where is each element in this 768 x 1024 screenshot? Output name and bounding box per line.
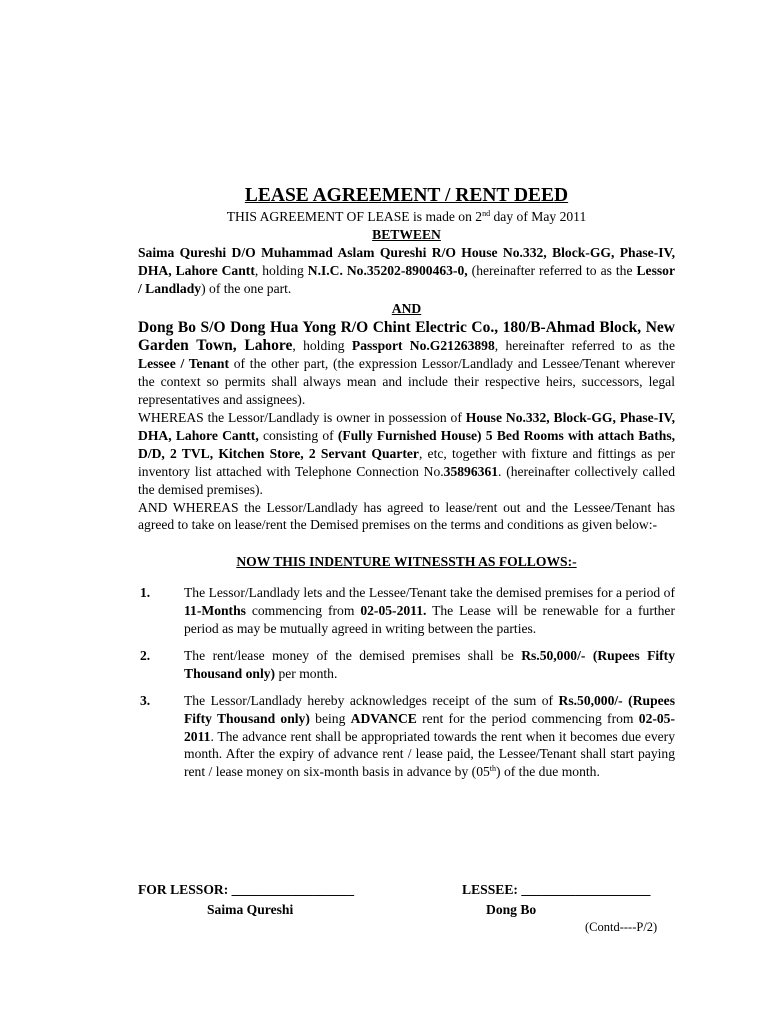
clause-text: The rent/lease money of the demised premises shall be xyxy=(184,647,522,663)
clause-text: The Lessor/Landlady hereby acknowledges receipt of the sum of xyxy=(184,692,559,708)
clause-number: 1. xyxy=(140,585,151,601)
clause-text: The Lease will be renewable for a further period as may be mutually agreed in writing between the parties. xyxy=(184,603,675,637)
document-body xyxy=(138,184,675,790)
lessor-ref-suffix: ) of the one part. xyxy=(201,280,292,296)
agreement-date-line xyxy=(138,208,675,226)
advance-label: ADVANCE xyxy=(350,710,417,726)
lessee-signature-line: LESSEE: ___________________ xyxy=(462,882,651,897)
lessee-name-address: Dong Bo S/O Dong Hua Yong R/O Chint Electric Co., 180/B-Ahmad Block, New Garden Town, Lahore xyxy=(138,319,675,355)
clause-1 xyxy=(138,584,675,638)
clause-text: rent for the period commencing from xyxy=(416,710,639,726)
lessee-ref-suffix: of the other part, (the expression Lessor/Landlady and Lessee/Tenant wherever the context so permits shall always mean and include their respective heirs, successors, legal representatives and assignees). xyxy=(138,356,676,408)
whereas-premises-paragraph xyxy=(138,409,675,499)
date-prefix: THIS AGREEMENT OF LEASE is made on 2 xyxy=(226,209,483,224)
lessor-nic: N.I.C. No.35202-8900463-0, xyxy=(307,262,468,278)
clause-text: per month. xyxy=(275,665,338,681)
lessee-holding-text: , holding xyxy=(292,338,352,354)
advance-amount: Rs.50,000/- (Rupees Fifty Thousand only) xyxy=(184,692,675,726)
witness-heading: NOW THIS INDENTURE WITNESSTH AS FOLLOWS:- xyxy=(236,554,577,570)
lessee-ref-prefix: , hereinafter referred to as the xyxy=(494,338,676,354)
lessee-paragraph xyxy=(138,319,675,409)
lease-period: 11-Months xyxy=(184,603,246,619)
lessor-paragraph xyxy=(138,244,675,298)
document-title: LEASE AGREEMENT / RENT DEED xyxy=(244,185,569,206)
lessor-holding-text: , holding xyxy=(254,262,308,278)
clause-2 xyxy=(138,647,675,683)
between-heading: BETWEEN xyxy=(372,226,441,242)
date-ordinal: nd xyxy=(482,209,491,218)
and-heading: AND xyxy=(391,300,422,316)
lessee-passport: Passport No.G21263898 xyxy=(351,338,495,354)
telephone-number: 35896361 xyxy=(443,463,499,479)
premises-address: House No.332, Block-GG, Phase-IV, DHA, Lahore Cantt, xyxy=(138,409,675,443)
lessee-signature-name: Dong Bo xyxy=(486,902,537,917)
whereas-text-4: . (hereinafter collectively called the demised premises). xyxy=(138,463,675,497)
lessor-name-address: Saima Qureshi D/O Muhammad Aslam Qureshi R/O House No.332, Block-GG, Phase-IV, DHA, Lahore Cantt xyxy=(138,244,675,278)
whereas-text-1: WHEREAS the Lessor/Landlady is owner in possession of xyxy=(138,409,466,425)
lessor-ref-prefix: (hereinafter referred to as the xyxy=(467,262,637,278)
continued-note: (Contd----P/2) xyxy=(585,920,658,934)
monthly-rent-amount: Rs.50,000/- (Rupees Fifty Thousand only) xyxy=(184,647,675,681)
clause-number: 3. xyxy=(140,692,151,708)
lessor-signature-line: FOR LESSOR: __________________ xyxy=(138,882,355,897)
lessor-signature-name: Saima Qureshi xyxy=(207,902,294,917)
clause-text: being xyxy=(309,710,351,726)
lessee-role: Lessee / Tenant xyxy=(138,356,230,372)
clause-3 xyxy=(138,692,675,782)
clause-text: commencing from xyxy=(245,603,361,619)
whereas-agreement-paragraph: AND WHEREAS the Lessor/Landlady has agreed to lease/rent out and the Lessee/Tenant has agreed to take on lease/rent the Demised premises on the terms and conditions as given below:- xyxy=(138,499,675,533)
day-ordinal: th xyxy=(489,764,497,774)
clause-text: . The advance rent shall be appropriated towards the rent when it becomes due every month. After the expiry of advance rent / lease paid, the Lessee/Tenant shall start paying rent / lease money on six-month basis in advance by (05 xyxy=(184,728,675,780)
clause-number: 2. xyxy=(140,647,151,663)
clause-text: ) of the due month. xyxy=(496,764,600,780)
lessor-role: Lessor / Landlady xyxy=(138,262,675,296)
clause-text: The Lessor/Landlady lets and the Lessee/Tenant take the demised premises for a period of xyxy=(184,585,675,601)
premises-description: (Fully Furnished House) 5 Bed Rooms with attach Baths, D/D, 2 TVL, Kitchen Store, 2 Servant Quarter xyxy=(138,427,676,461)
commencement-date: 02-05-2011. xyxy=(360,603,427,619)
whereas-text-3: , etc, together with fixture and fittings as per inventory list attached with Telephone Connection No. xyxy=(138,445,675,479)
date-suffix: day of May 2011 xyxy=(490,209,587,224)
advance-start-date: 02-05-2011 xyxy=(184,710,676,744)
whereas-text-2: consisting of xyxy=(258,427,338,443)
